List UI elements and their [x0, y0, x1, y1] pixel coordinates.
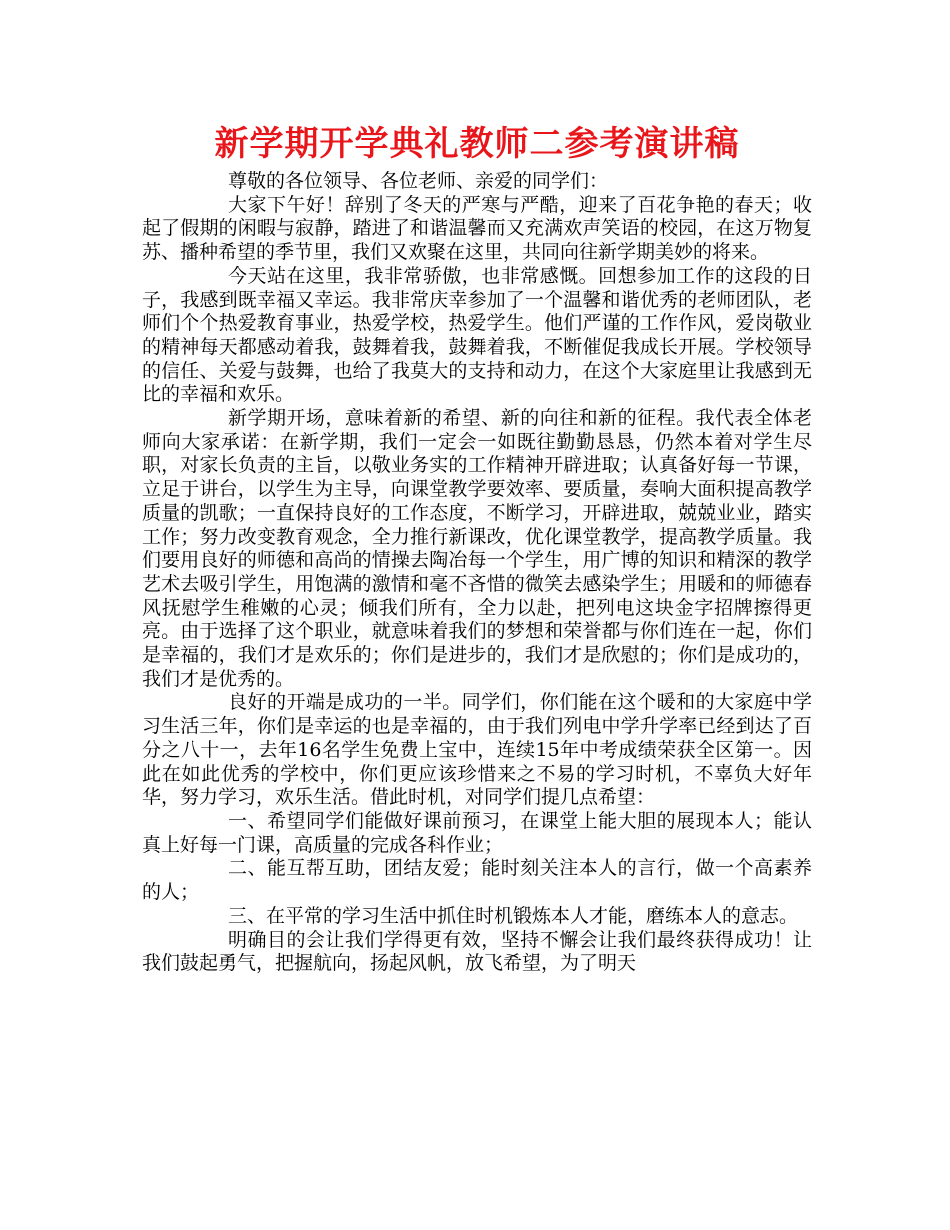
paragraph-reflection: 今天站在这里，我非常骄傲，也非常感慨。回想参加工作的这段的日子，我感到既幸福又幸运。我非常庆幸参加了一个温馨和谐优秀的老师团队，老师们个个热爱教育事业，热爱学校，热爱学生。他们严谨的工作作风，爱岗敬业的精神每天都感动着我，鼓舞着我，鼓舞着我，不断催促我成长开展。学校领导的信任、关爱与鼓舞，也给了我莫大的支持和动力，在这个大家庭里让我感到无比的幸福和欢乐。: [142, 264, 812, 406]
document-page: [142, 120, 812, 976]
document-title: 新学期开学典礼教师二参考演讲稿: [214, 124, 740, 164]
paragraph-teacher-pledge: 新学期开场，意味着新的希望、新的向往和新的征程。我代表全体老师向大家承诺：在新学期，我们一定会一如既往勤勤恳恳，仍然本着对学生尽职，对家长负责的主旨，以敬业务实的工作精神开辟进取；认真备好每一节课，立足于讲台，以学生为主导，向课堂教学要效率、要质量，奏响大面积提高教学质量的凯歌；一直保持良好的工作态度，不断学习，开辟进取，兢兢业业，踏实工作；努力改变教育观念，全力推行新课改，优化课堂教学，提高教学质量。我们要用良好的师德和高尚的情操去陶冶每一个学生，用广博的知识和精深的教学艺术去吸引学生，用饱满的激情和毫不吝惜的微笑去感染学生；用暖和的师德春风抚慰学生稚嫩的心灵；倾我们所有，全力以赴，把列电这块金字招牌擦得更亮。由于选择了这个职业，就意味着我们的梦想和荣誉都与你们连在一起，你们是幸福的，我们才是欢乐的；你们是进步的，我们才是欣慰的；你们是成功的，我们才是优秀的。: [142, 407, 812, 690]
paragraph-opening: 大家下午好！辞别了冬天的严寒与严酷，迎来了百花争艳的春天；收起了假期的闲暇与寂静，踏进了和谐温馨而又充满欢声笑语的校园，在这万物复苏、播种希望的季节里，我们又欢聚在这里，共同向往新学期美妙的将来。: [142, 193, 812, 264]
greeting-line: 尊敬的各位领导、各位老师、亲爱的同学们：: [228, 170, 609, 192]
paragraph-hope-one: 一、希望同学们能做好课前预习，在课堂上能大胆的展现本人；能认真上好每一门课，高质量的完成各科作业；: [142, 809, 812, 856]
paragraph-closing: 明确目的会让我们学得更有效，坚持不懈会让我们最终获得成功！让我们鼓起勇气，把握航向，扬起风帆，放飞希望，为了明天: [142, 928, 812, 975]
paragraph-hope-three: 三、在平常的学习生活中抓住时机锻炼本人才能，磨练本人的意志。: [228, 904, 799, 927]
paragraph-students: 良好的开端是成功的一半。同学们，你们能在这个暖和的大家庭中学习生活三年，你们是幸运的也是幸福的，由于我们列电中学升学率已经到达了百分之八十一，去年16名学生免费上宝中，连续15年中考成绩荣获全区第一。因此在如此优秀的学校中，你们更应该珍惜来之不易的学习时机，不辜负大好年华，努力学习，欢乐生活。借此时机，对同学们提几点希望：: [142, 691, 812, 809]
paragraph-hope-two: 二、能互帮互助，团结友爱；能时刻关注本人的言行，做一个高素养的人；: [142, 857, 812, 904]
